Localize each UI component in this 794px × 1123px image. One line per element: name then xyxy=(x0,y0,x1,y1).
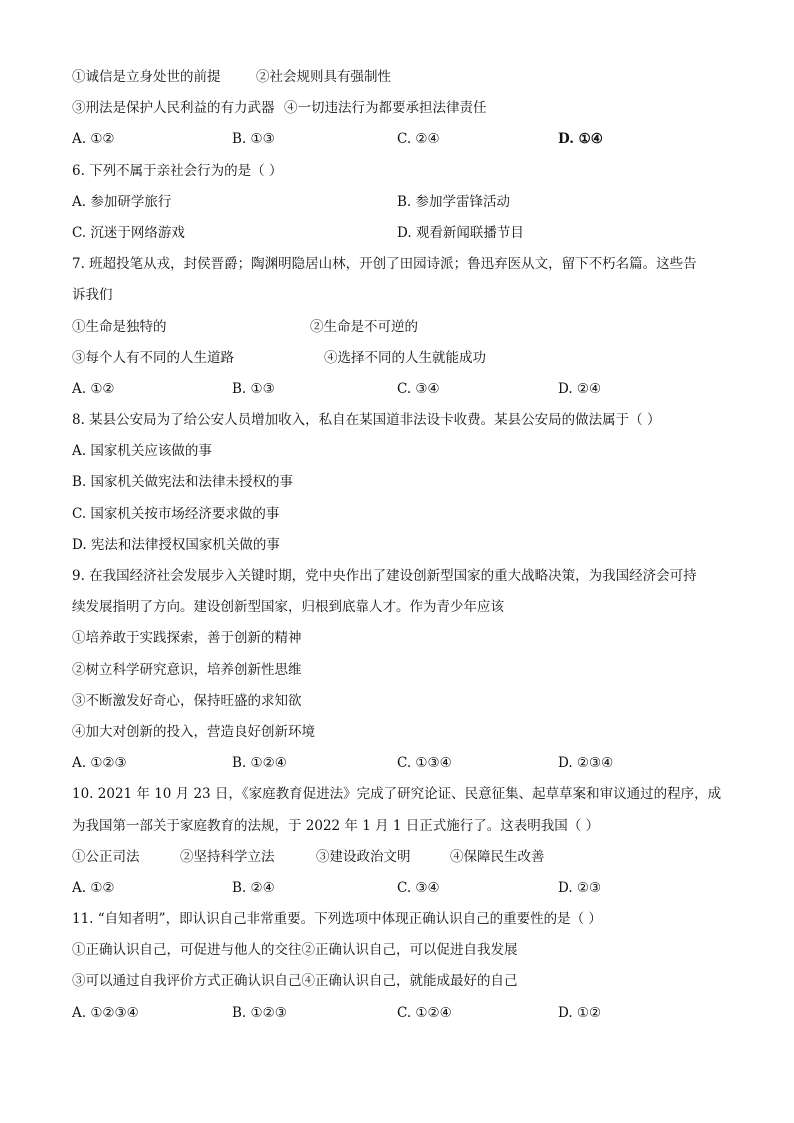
q9-option-a[interactable]: A. ①②③ xyxy=(72,755,127,772)
q10-stem-line-1: 10. 2021 年 10 月 23 日，《家庭教育促进法》完成了研究论证、民意征集、起草草案和审议通过的程序，成 xyxy=(72,786,722,803)
q9-option-b[interactable]: B. ①②④ xyxy=(232,755,287,772)
q7-stem-line-2: 诉我们 xyxy=(72,287,113,304)
q5-option-a[interactable]: A. ①② xyxy=(72,131,115,148)
q5-statement-2: ②社会规则具有强制性 xyxy=(256,69,391,85)
q8-option-c[interactable]: C. 国家机关按市场经济要求做的事 xyxy=(72,505,280,522)
q11-statements-line-2: ③可以通过自我评价方式正确认识自己④正确认识自己，就能成最好的自己 xyxy=(72,973,518,990)
exam-page xyxy=(72,62,732,1029)
q10-stem-line-2: 为我国第一部关于家庭教育的法规，于 2022 年 1 月 1 日正式施行了。这表明我国（ ） xyxy=(72,817,600,834)
q9-option-d[interactable]: D. ②③④ xyxy=(558,755,614,772)
q10-statements xyxy=(72,842,732,873)
q5-statement-3: ③刑法是保护人民利益的有力武器 xyxy=(72,100,275,117)
q11-options xyxy=(72,998,732,1029)
q7-option-d[interactable]: D. ②④ xyxy=(558,380,602,397)
q10-option-a[interactable]: A. ①② xyxy=(72,879,115,896)
q6-options-row-2 xyxy=(72,218,732,249)
q9-option-c[interactable]: C. ①③④ xyxy=(397,755,452,772)
q5-option-d[interactable]: D. ①④ xyxy=(558,131,603,148)
q7-statements-row-2 xyxy=(72,343,732,374)
q10-option-d[interactable]: D. ②③ xyxy=(558,879,602,896)
q10-option-c[interactable]: C. ③④ xyxy=(397,879,440,896)
q5-statements-row-1 xyxy=(72,62,732,93)
q7-options xyxy=(72,374,732,405)
q10-statement-1: ①公正司法 xyxy=(72,848,140,865)
q7-stem-line-1: 7. 班超投笔从戎，封侯晋爵；陶渊明隐居山林，开创了田园诗派；鲁迅弃医从文，留下不朽名篇。这些告 xyxy=(72,256,697,273)
q5-options xyxy=(72,124,732,155)
q9-statement-3: ③不断激发好奇心，保持旺盛的求知欲 xyxy=(72,692,302,709)
q9-options xyxy=(72,748,732,779)
q11-statements-line-1: ①正确认识自己，可促进与他人的交往②正确认识自己，可以促进自我发展 xyxy=(72,942,518,959)
q7-option-c[interactable]: C. ③④ xyxy=(397,380,440,397)
q7-statement-4: ④选择不同的人生就能成功 xyxy=(324,349,486,366)
q10-options xyxy=(72,873,732,904)
q6-option-a[interactable]: A. 参加研学旅行 xyxy=(72,193,172,210)
q7-statements-row-1 xyxy=(72,312,732,343)
q5-statement-4: ④一切违法行为都要承担法律责任 xyxy=(284,100,487,117)
q7-option-a[interactable]: A. ①② xyxy=(72,380,115,397)
q9-statement-4: ④加大对创新的投入，营造良好创新环境 xyxy=(72,723,315,740)
q8-option-d[interactable]: D. 宪法和法律授权国家机关做的事 xyxy=(72,536,280,553)
q8-stem: 8. 某县公安局为了给公安人员增加收入，私自在某国道非法设卡收费。某县公安局的做法属于（ ） xyxy=(72,412,661,429)
q11-option-c[interactable]: C. ①②④ xyxy=(397,1004,452,1021)
q6-option-c[interactable]: C. 沉迷于网络游戏 xyxy=(72,224,185,241)
q5-option-c[interactable]: C. ②④ xyxy=(397,131,440,148)
q10-statement-2: ②坚持科学立法 xyxy=(180,848,275,865)
q7-statement-3: ③每个人有不同的人生道路 xyxy=(72,349,234,366)
q8-option-b[interactable]: B. 国家机关做宪法和法律未授权的事 xyxy=(72,474,294,491)
q7-statement-2: ②生命是不可逆的 xyxy=(310,318,418,335)
q5-statement-1: ①诚信是立身处世的前提 xyxy=(72,69,221,85)
q10-statement-4: ④保障民生改善 xyxy=(450,848,545,865)
q9-statement-2: ②树立科学研究意识，培养创新性思维 xyxy=(72,661,302,678)
q9-statement-1: ①培养敢于实践探索，善于创新的精神 xyxy=(72,630,302,647)
q6-option-b[interactable]: B. 参加学雷锋活动 xyxy=(397,193,511,210)
q11-option-d[interactable]: D. ①② xyxy=(558,1004,602,1021)
q11-option-a[interactable]: A. ①②③④ xyxy=(72,1004,139,1021)
q6-options-row-1 xyxy=(72,187,732,218)
q7-option-b[interactable]: B. ①③ xyxy=(232,380,275,397)
q5-statements-row-2 xyxy=(72,93,732,124)
q5-option-b[interactable]: B. ①③ xyxy=(232,131,275,148)
q10-option-b[interactable]: B. ②④ xyxy=(232,879,275,896)
q7-statement-1: ①生命是独特的 xyxy=(72,318,167,335)
q6-stem: 6. 下列不属于亲社会行为的是（ ） xyxy=(72,162,283,179)
q11-option-b[interactable]: B. ①②③ xyxy=(232,1004,287,1021)
q11-stem: 11. “自知者明”，即认识自己非常重要。下列选项中体现正确认识自己的重要性的是（ ） xyxy=(72,911,602,928)
q9-stem-line-1: 9. 在我国经济社会发展步入关键时期，党中央作出了建设创新型国家的重大战略决策，为我国经济会可持 xyxy=(72,568,697,584)
q10-statement-3: ③建设政治文明 xyxy=(316,848,411,865)
q6-option-d[interactable]: D. 观看新闻联播节目 xyxy=(397,224,524,241)
q8-option-a[interactable]: A. 国家机关应该做的事 xyxy=(72,443,212,460)
q9-stem-line-2: 续发展指明了方向。建设创新型国家，归根到底靠人才。作为青少年应该 xyxy=(72,599,504,616)
